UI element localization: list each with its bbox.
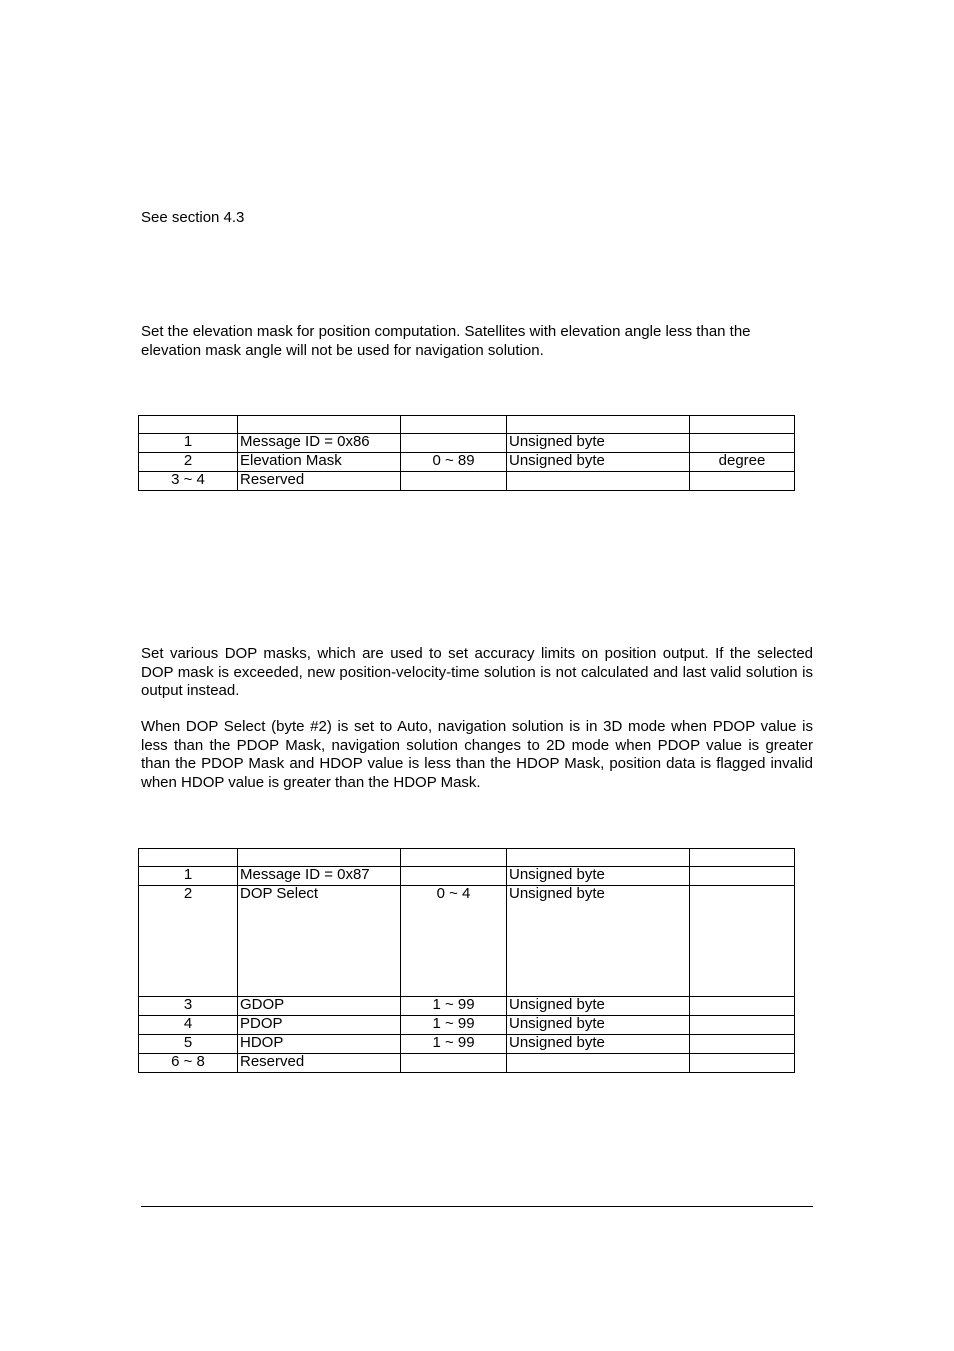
format-cell: Unsigned byte — [507, 867, 690, 886]
footer-divider — [141, 1206, 813, 1207]
table-row — [139, 472, 795, 491]
field-cell: HDOP — [238, 1035, 401, 1054]
table-row — [139, 434, 795, 453]
byte-cell: 3 ~ 4 — [139, 472, 238, 491]
field-cell: GDOP — [238, 997, 401, 1016]
elevation-mask-table — [138, 415, 795, 491]
table-row — [139, 453, 795, 472]
field-cell: PDOP — [238, 1016, 401, 1035]
unit-cell — [690, 1016, 795, 1035]
byte-cell: 3 — [139, 997, 238, 1016]
format-cell — [507, 1054, 690, 1073]
table-row — [139, 1016, 795, 1035]
byte-cell: 4 — [139, 1016, 238, 1035]
byte-cell: 1 — [139, 434, 238, 453]
range-cell: 0 ~ 89 — [401, 453, 507, 472]
range-cell: 1 ~ 99 — [401, 997, 507, 1016]
table-row — [139, 997, 795, 1016]
see-section-text: See section 4.3 — [141, 209, 245, 226]
range-cell: 1 ~ 99 — [401, 1016, 507, 1035]
table-header-row — [139, 416, 795, 434]
unit-cell — [690, 997, 795, 1016]
unit-cell — [690, 867, 795, 886]
field-cell: Message ID = 0x87 — [238, 867, 401, 886]
table-row — [139, 886, 795, 997]
range-cell — [401, 1054, 507, 1073]
unit-cell — [690, 472, 795, 491]
field-cell: Reserved — [238, 472, 401, 491]
byte-cell: 5 — [139, 1035, 238, 1054]
unit-cell — [690, 886, 795, 997]
range-cell — [401, 472, 507, 491]
table-header-row — [139, 849, 795, 867]
format-cell: Unsigned byte — [507, 997, 690, 1016]
byte-cell: 6 ~ 8 — [139, 1054, 238, 1073]
format-cell: Unsigned byte — [507, 1016, 690, 1035]
dop-mask-table — [138, 848, 795, 1073]
table-row — [139, 1035, 795, 1054]
field-cell: Message ID = 0x86 — [238, 434, 401, 453]
byte-cell: 2 — [139, 453, 238, 472]
unit-cell — [690, 1035, 795, 1054]
unit-cell: degree — [690, 453, 795, 472]
elevation-mask-description: Set the elevation mask for position computation. Satellites with elevation angle less than the elevation mask angle will not be used for navigation solution. — [141, 323, 751, 359]
unit-cell — [690, 434, 795, 453]
format-cell: Unsigned byte — [507, 1035, 690, 1054]
table-row — [139, 867, 795, 886]
field-cell: Elevation Mask — [238, 453, 401, 472]
field-cell: DOP Select — [238, 886, 401, 997]
table-row — [139, 1054, 795, 1073]
format-cell: Unsigned byte — [507, 886, 690, 997]
range-cell — [401, 867, 507, 886]
field-cell: Reserved — [238, 1054, 401, 1073]
unit-cell — [690, 1054, 795, 1073]
byte-cell: 2 — [139, 886, 238, 997]
dop-mask-description-1: Set various DOP masks, which are used to set accuracy limits on position output. If the selected DOP mask is exceeded, new position-velocity-time solution is not calculated and last valid solution is output instead. — [141, 645, 813, 699]
format-cell — [507, 472, 690, 491]
range-cell: 0 ~ 4 — [401, 886, 507, 997]
format-cell: Unsigned byte — [507, 434, 690, 453]
range-cell — [401, 434, 507, 453]
range-cell: 1 ~ 99 — [401, 1035, 507, 1054]
byte-cell: 1 — [139, 867, 238, 886]
format-cell: Unsigned byte — [507, 453, 690, 472]
dop-mask-description-2: When DOP Select (byte #2) is set to Auto, navigation solution is in 3D mode when PDOP value is less than the PDOP Mask, navigation solution changes to 2D mode when PDOP value is greater than the PDOP Mask and HDOP value is less than the HDOP Mask, position data is flagged invalid when HDOP value is greater than the HDOP Mask. — [141, 718, 813, 791]
